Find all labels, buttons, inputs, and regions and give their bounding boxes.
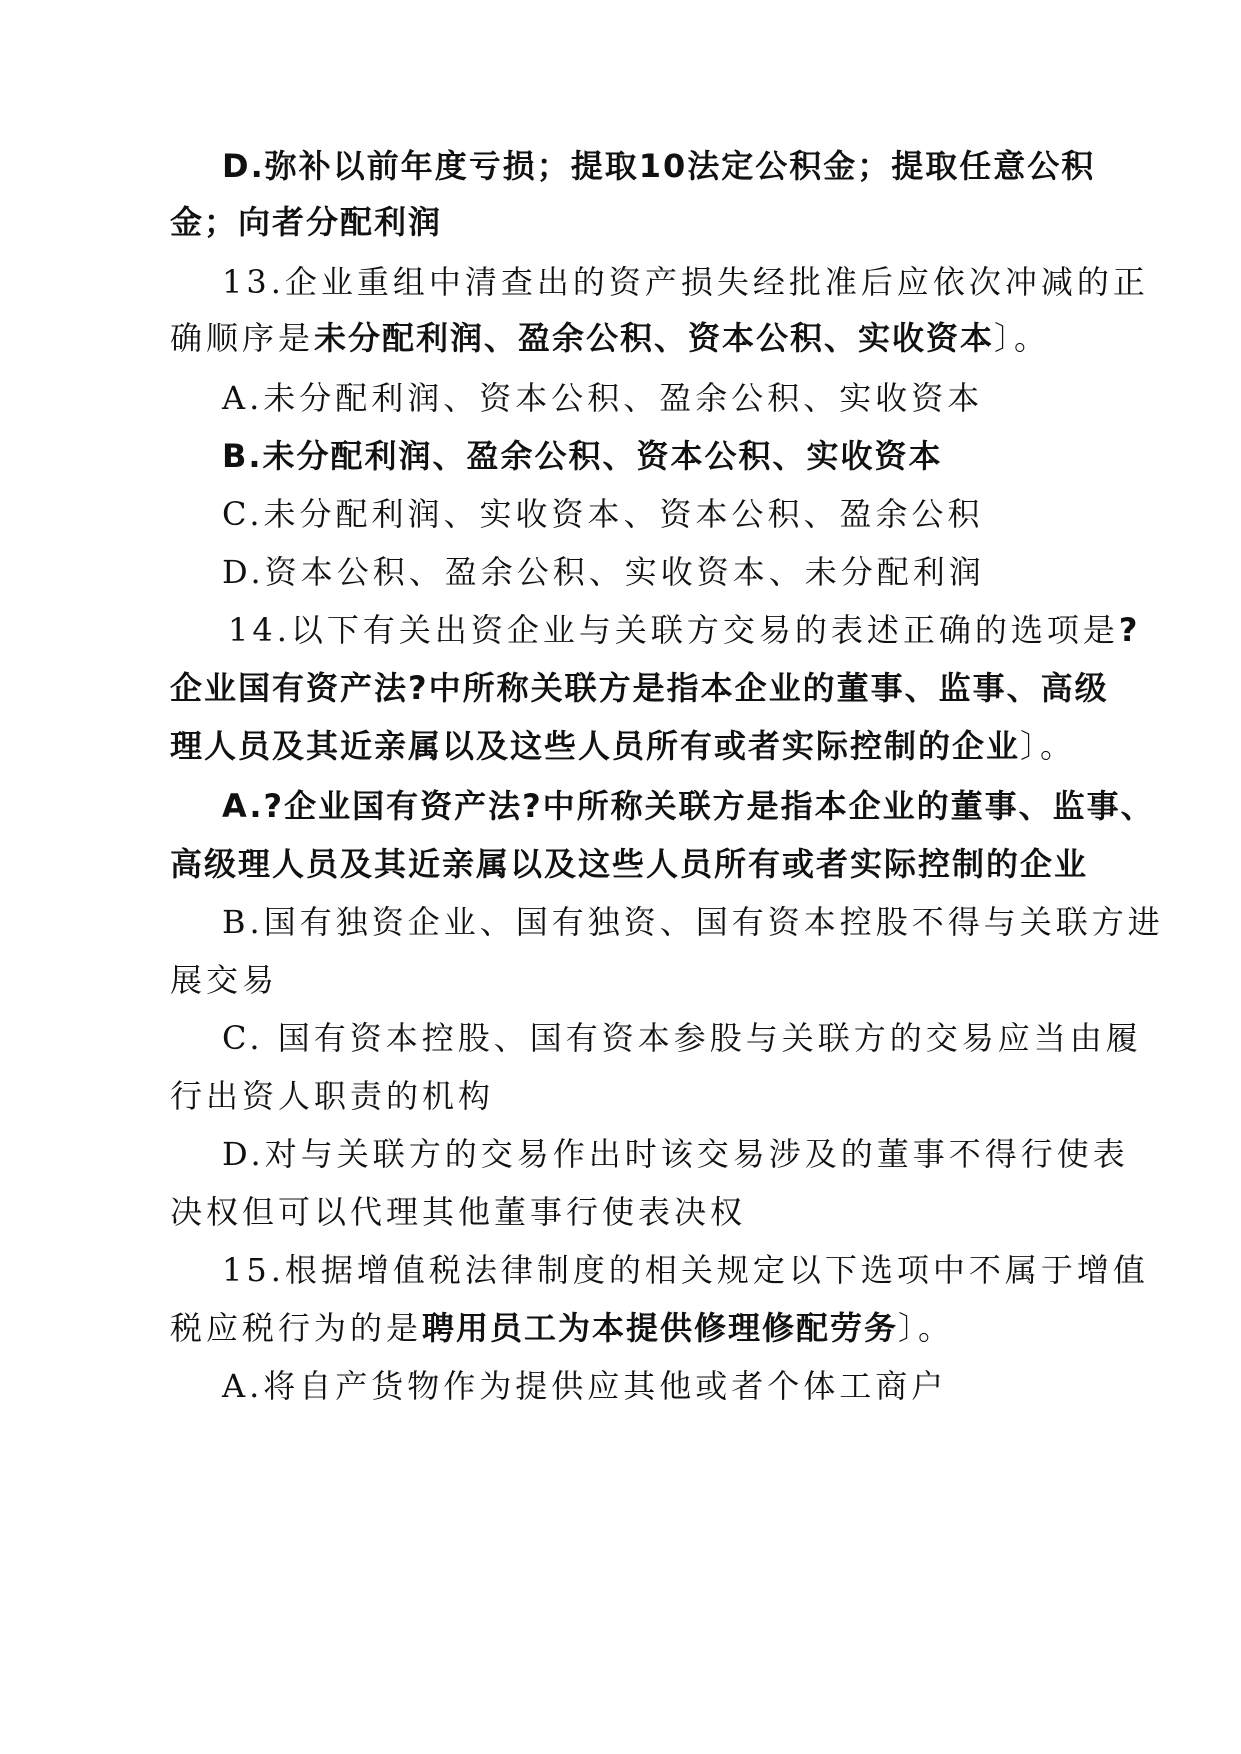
q14-option-b-line-2 bbox=[170, 960, 278, 1000]
q14-option-c-line-1 bbox=[222, 1018, 1142, 1058]
q13-option-d bbox=[222, 552, 985, 592]
bold-text-segment: A.?企业国有资产法?中所称关联方是指本企业的董事、监事、 bbox=[222, 787, 1155, 825]
text-segment: 税应税行为的是 bbox=[170, 1309, 423, 1347]
text-segment: 行出资人职责的机构 bbox=[170, 1077, 495, 1115]
q14-option-a-line-1 bbox=[222, 786, 1155, 826]
text-segment: 〕。 bbox=[994, 319, 1051, 357]
bold-text-segment: 金；向者分配利润 bbox=[170, 203, 443, 241]
question-14-line-1 bbox=[228, 610, 1139, 650]
bold-text-segment: 高级理人员及其近亲属以及这些人员所有或者实际控制的企业 bbox=[170, 845, 1089, 883]
text-segment: D.对与关联方的交易作出时该交易涉及的董事不得行使表 bbox=[222, 1135, 1129, 1173]
option-d-line-2 bbox=[170, 202, 442, 242]
text-segment: D.资本公积、盈余公积、实收资本、未分配利润 bbox=[222, 553, 985, 591]
text-segment: 〕。 bbox=[1020, 727, 1077, 765]
q14-option-b-line-1 bbox=[222, 902, 1164, 942]
text-segment: C.未分配利润、实收资本、资本公积、盈余公积 bbox=[222, 495, 984, 533]
text-segment: A.将自产货物作为提供应其他或者个体工商户 bbox=[222, 1367, 948, 1405]
bold-text-segment: 聘用员工为本提供修理修配劳务 bbox=[422, 1309, 899, 1347]
text-segment: B.国有独资企业、国有独资、国有资本控股不得与关联方进 bbox=[222, 903, 1164, 941]
question-13-line-2 bbox=[170, 318, 1050, 358]
bold-text-segment: B.未分配利润、盈余公积、资本公积、实收资本 bbox=[222, 437, 943, 475]
q14-option-c-line-2 bbox=[170, 1076, 494, 1116]
text-segment: 展交易 bbox=[170, 961, 279, 999]
question-13-line-1 bbox=[222, 262, 1149, 302]
text-segment: 13.企业重组中清查出的资产损失经批准后应依次冲减的正 bbox=[222, 263, 1149, 301]
q14-option-a-line-2 bbox=[170, 844, 1088, 884]
bold-text-segment: 未分配利润、盈余公积、资本公积、实收资本 bbox=[314, 319, 995, 357]
bold-text-segment: 企业国有资产法?中所称关联方是指本企业的董事、监事、高级 bbox=[170, 669, 1109, 707]
option-d-line-1 bbox=[222, 146, 1095, 186]
q13-option-c bbox=[222, 494, 984, 534]
bold-text-segment: 理人员及其近亲属以及这些人员所有或者实际控制的企业 bbox=[170, 727, 1021, 765]
q15-option-a bbox=[222, 1366, 947, 1406]
bold-text-segment: D.弥补以前年度亏损；提取10法定公积金；提取任意公积 bbox=[222, 147, 1096, 185]
question-15-line-2 bbox=[170, 1308, 954, 1348]
question-14-line-3 bbox=[170, 726, 1076, 766]
q14-option-d-line-1 bbox=[222, 1134, 1129, 1174]
text-segment: 14.以下有关出资企业与关联方交易的表述正确的选项是 bbox=[228, 611, 1119, 649]
text-segment: 决权但可以代理其他董事行使表决权 bbox=[170, 1193, 747, 1231]
q13-option-a bbox=[222, 378, 983, 418]
text-segment: A.未分配利润、资本公积、盈余公积、实收资本 bbox=[222, 379, 984, 417]
q13-option-b bbox=[222, 436, 943, 476]
text-segment: C. 国有资本控股、国有资本参股与关联方的交易应当由履 bbox=[222, 1019, 1142, 1057]
text-segment: 〕。 bbox=[898, 1309, 955, 1347]
text-segment: 确顺序是 bbox=[170, 319, 315, 357]
question-15-line-1 bbox=[222, 1250, 1149, 1290]
q14-option-d-line-2 bbox=[170, 1192, 746, 1232]
text-segment: 15.根据增值税法律制度的相关规定以下选项中不属于增值 bbox=[222, 1251, 1149, 1289]
bold-text-segment: ? bbox=[1118, 611, 1140, 649]
question-14-line-2 bbox=[170, 668, 1109, 708]
